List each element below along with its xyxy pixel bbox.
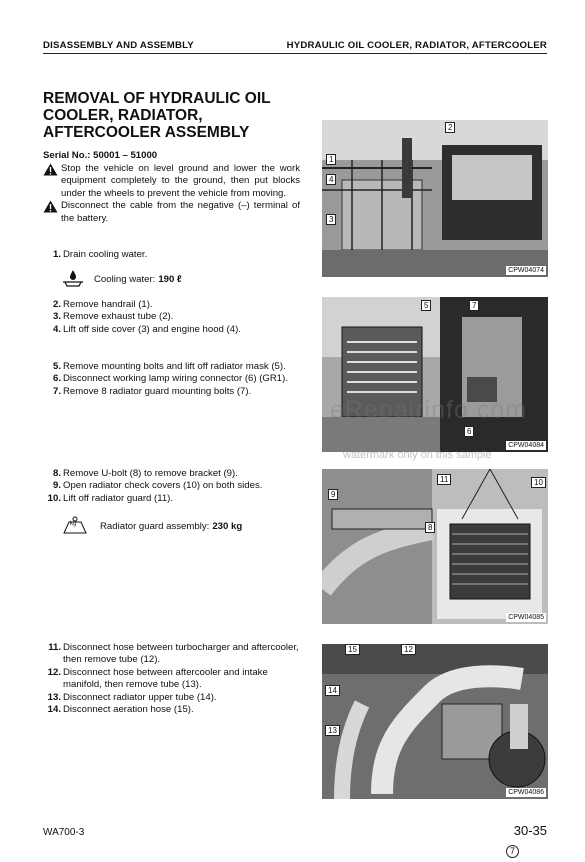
step-number: 10.: [47, 492, 61, 504]
warning-text: Stop the vehicle on level ground and lower the work equipment completely to the ground, then put blocks under the wheels to prevent the vehicle from moving.: [61, 163, 300, 199]
serial-value: 50001 – 51000: [93, 150, 158, 161]
callout-6: 6: [464, 426, 474, 437]
step-number: 1.: [52, 249, 61, 260]
step-number: 2.: [52, 299, 61, 310]
step-number: 7.: [52, 385, 61, 397]
watermark-text: eRepairinfo.com: [330, 396, 528, 424]
footer-page-number: 30-35: [513, 823, 547, 838]
step-item: [43, 386, 300, 398]
step-number: 5.: [52, 361, 61, 372]
step-text: Lift off side cover (3) and engine hood (4).: [63, 323, 241, 335]
step-text: Remove U-bolt (8) to remove bracket (9).: [63, 468, 238, 479]
footer-model: WA700-3: [43, 827, 85, 838]
step-item: [43, 249, 300, 261]
callout-10: 10: [531, 477, 546, 488]
callout-12: 12: [401, 644, 416, 655]
serial-number: [43, 150, 157, 161]
step-text: Lift off radiator guard (11).: [63, 492, 174, 504]
callout-3: 3: [326, 214, 336, 225]
step-text: Disconnect hose between turbocharger and aftercooler, then remove tube (12).: [63, 642, 299, 666]
step-text: Drain cooling water.: [63, 249, 148, 260]
cooling-water-spec: [62, 269, 182, 290]
step-text: Remove mounting bolts and lift off radiator mask (5).: [63, 361, 286, 372]
serial-label: Serial No.:: [43, 150, 91, 161]
step-group-5: [43, 642, 300, 716]
callout-14: 14: [325, 685, 340, 696]
page-title: REMOVAL OF HYDRAULIC OIL COOLER, RADIATOR, AFTERCOOLER ASSEMBLY: [43, 90, 271, 141]
callout-7: 7: [469, 300, 479, 311]
callout-2: 2: [445, 122, 455, 133]
step-text: Remove exhaust tube (2).: [63, 311, 174, 323]
step-item: [43, 373, 300, 385]
step-text: Remove 8 radiator guard mounting bolts (7).: [63, 385, 252, 397]
step-number: 8.: [52, 468, 61, 479]
spec-value: 230 kg: [212, 521, 243, 532]
drain-icon: [62, 269, 84, 290]
header-rule: [43, 53, 547, 54]
photo-loader-overview: [322, 120, 548, 277]
step-number: 12.: [47, 666, 61, 678]
spec-value: 190 ℓ: [158, 274, 182, 285]
step-number: 11.: [48, 642, 61, 653]
step-group-3: [43, 361, 300, 398]
step-item: [43, 692, 300, 704]
radiator-guard-spec: [62, 516, 242, 537]
step-text: Remove handrail (1).: [63, 299, 153, 310]
callout-4: 4: [326, 174, 336, 185]
callout-13: 13: [325, 725, 340, 736]
step-item: [43, 299, 300, 311]
photo-caption: CPW04074: [508, 267, 544, 274]
step-item: [43, 480, 300, 492]
step-number: 3.: [52, 311, 61, 323]
footer-edition-mark: 7: [506, 845, 519, 858]
section-header-left: DISASSEMBLY AND ASSEMBLY: [43, 40, 194, 51]
step-number: 14.: [47, 704, 61, 716]
warning-icon: [43, 200, 61, 225]
step-group-2: [43, 299, 300, 336]
photo-caption: CPW04084: [508, 442, 544, 449]
step-item: [43, 311, 300, 323]
warning-item: [43, 200, 300, 225]
step-item: [43, 704, 300, 716]
step-number: 4.: [52, 323, 61, 335]
step-item: [43, 324, 300, 336]
step-item: [43, 493, 300, 505]
photo-caption: CPW04085: [508, 614, 544, 621]
step-group-1: [43, 249, 300, 261]
callout-15: 15: [345, 644, 360, 655]
warning-text: Disconnect the cable from the negative (–) terminal of the battery.: [61, 200, 300, 224]
step-item: [43, 642, 300, 667]
callout-5: 5: [421, 300, 431, 311]
step-item: [43, 468, 300, 480]
callout-1: 1: [326, 154, 336, 165]
photo-caption: CPW04086: [508, 789, 544, 796]
step-number: 13.: [47, 691, 61, 703]
weight-icon-text: kg: [70, 521, 77, 527]
step-number: 9.: [52, 480, 61, 492]
step-item: [43, 361, 300, 373]
step-number: 6.: [52, 373, 61, 385]
step-group-4: [43, 468, 300, 505]
warnings-block: [43, 163, 300, 225]
step-item: [43, 667, 300, 692]
watermark-subtext: watermark only on this sample: [343, 449, 492, 461]
callout-9: 9: [328, 489, 338, 500]
step-text: Disconnect hose between aftercooler and intake manifold, then remove tube (13).: [63, 666, 268, 691]
warning-icon: [43, 163, 61, 200]
spec-label: Cooling water:: [94, 274, 156, 285]
step-text: Disconnect radiator upper tube (14).: [63, 691, 217, 703]
spec-label: Radiator guard assembly:: [100, 521, 210, 532]
step-text: Disconnect working lamp wiring connector (6) (GR1).: [63, 373, 288, 385]
section-header-right: HYDRAULIC OIL COOLER, RADIATOR, AFTERCOOLER: [286, 40, 547, 51]
step-text: Open radiator check covers (10) on both sides.: [63, 480, 263, 492]
photo-radiator-guard: [322, 469, 548, 624]
photo-aftercooler-tubes: [322, 644, 548, 799]
step-text: Disconnect aeration hose (15).: [63, 704, 194, 716]
photo-radiator-mask: [322, 297, 548, 452]
callout-11: 11: [437, 474, 451, 485]
warning-item: [43, 163, 300, 200]
callout-8: 8: [425, 522, 435, 533]
